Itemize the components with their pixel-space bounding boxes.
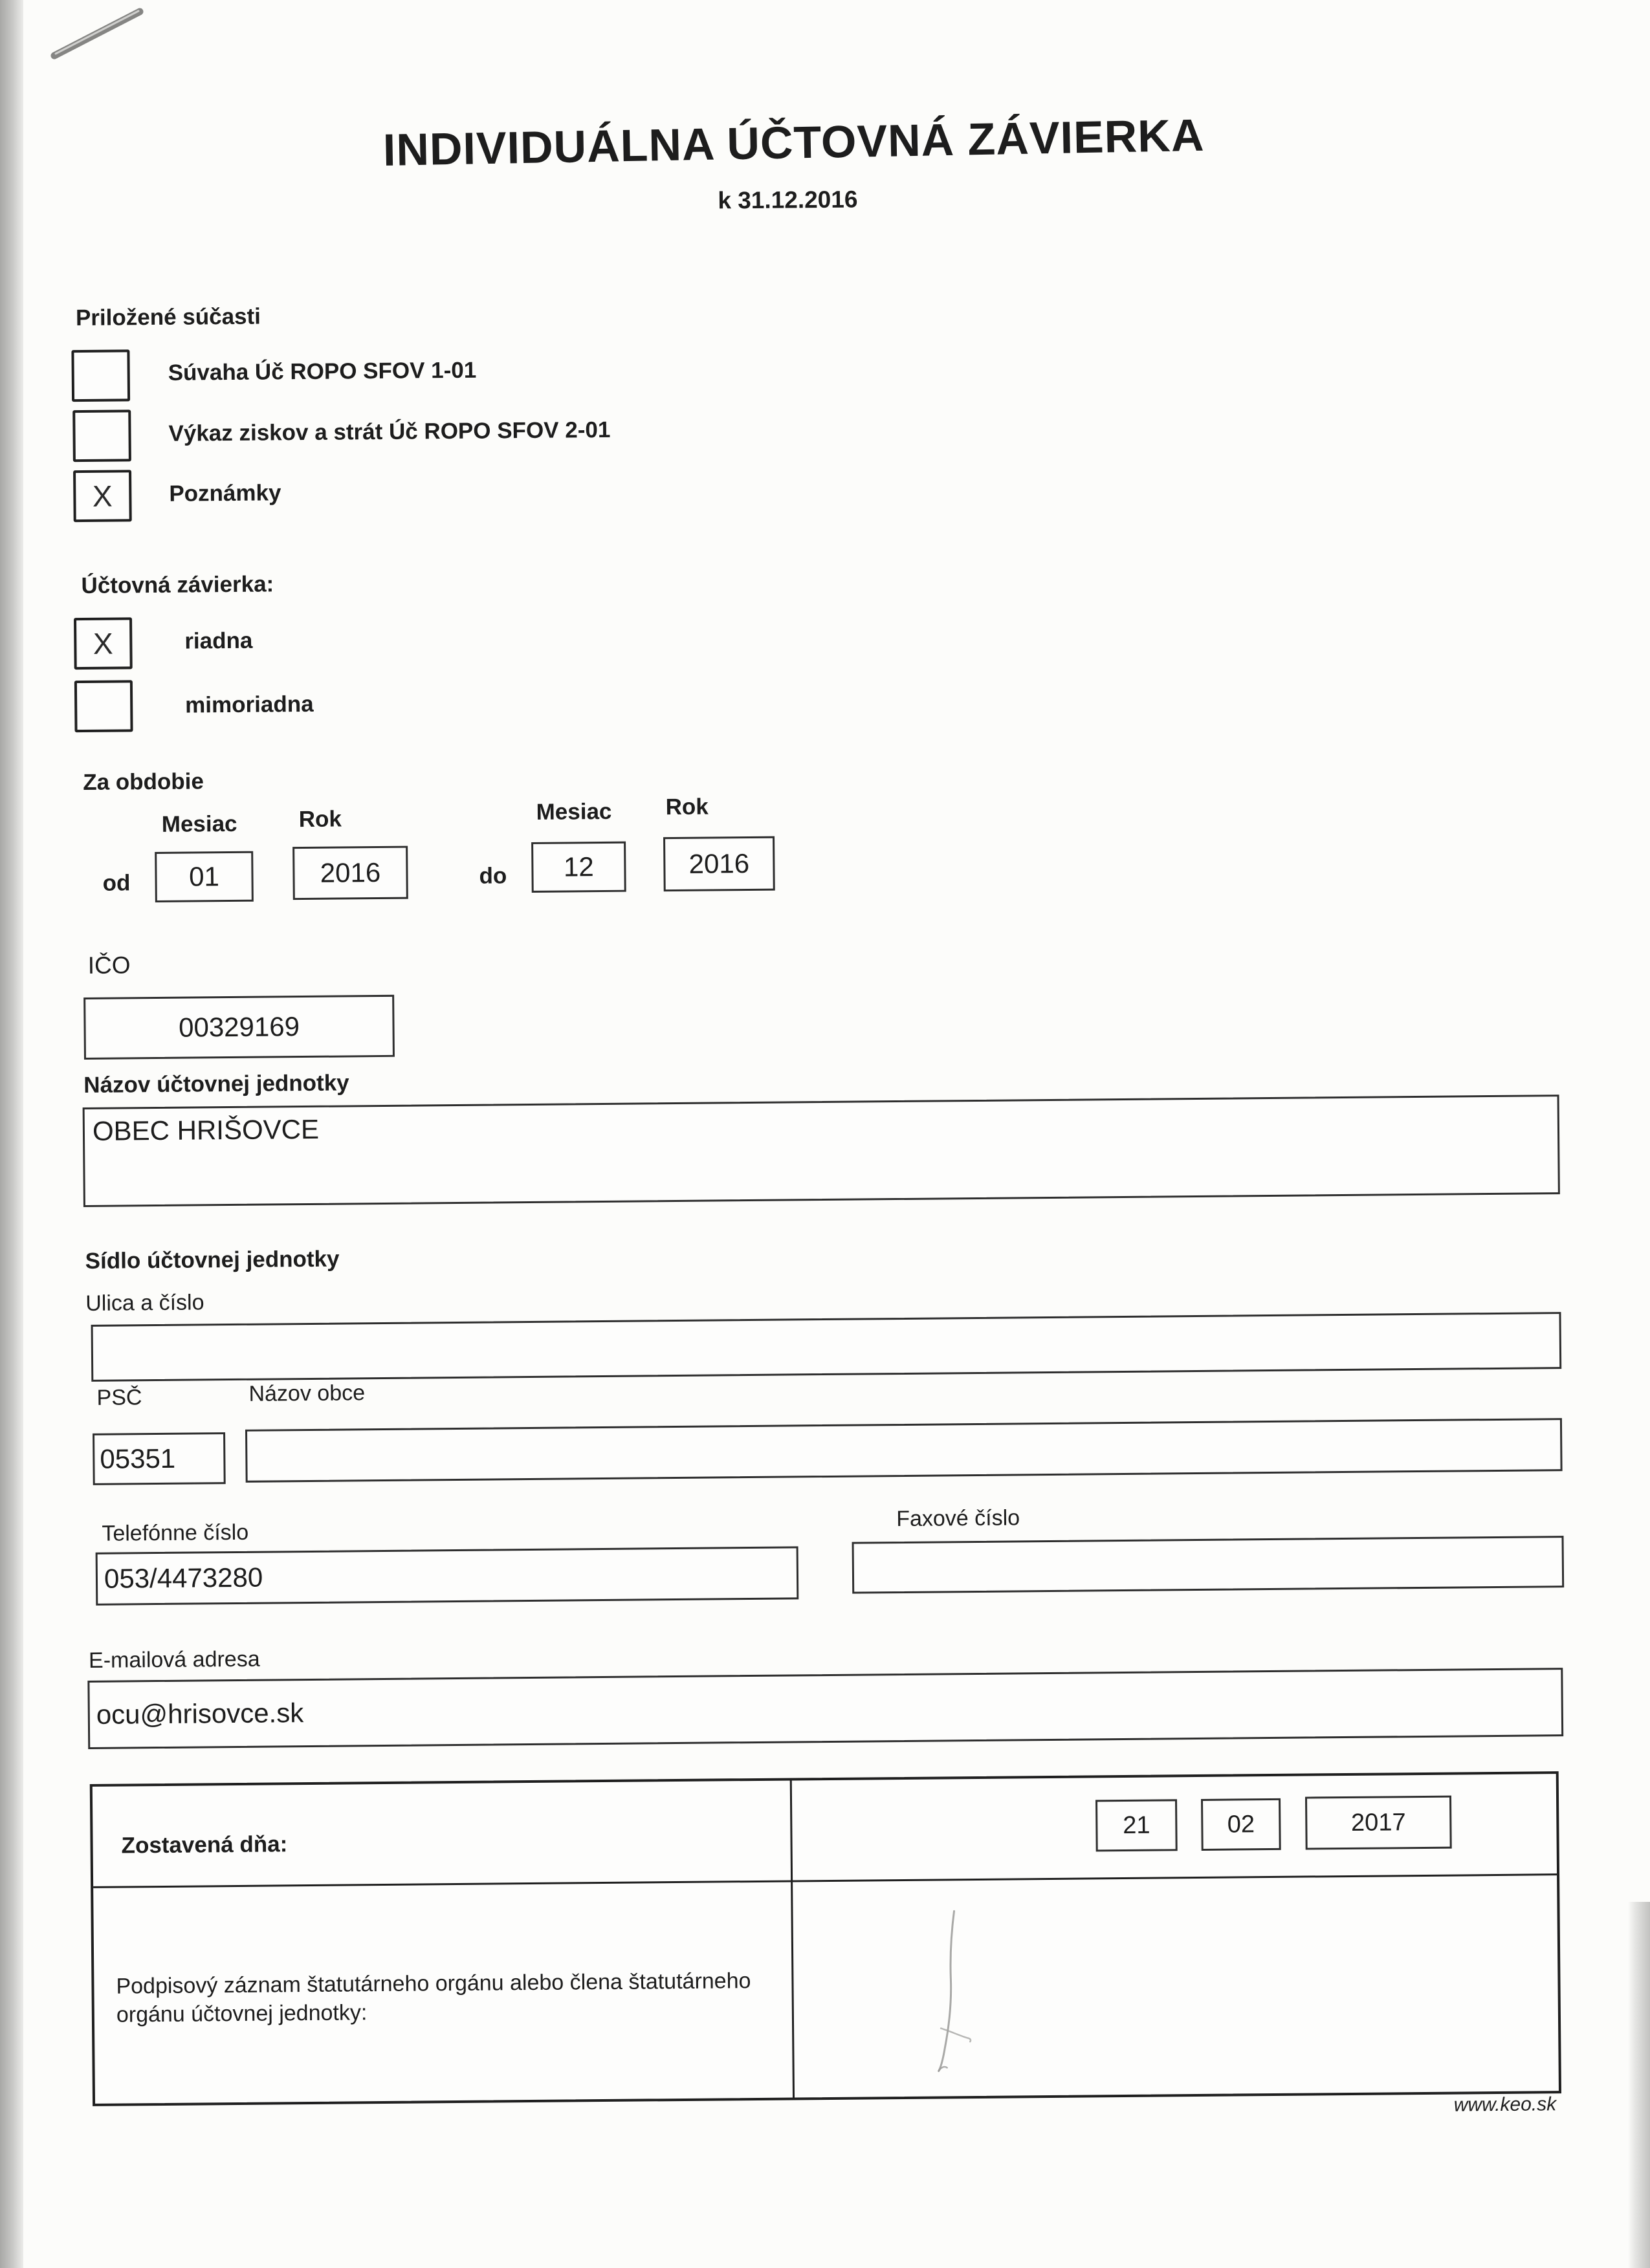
closing-type-label-mimoriadna: mimoriadna [185,691,314,718]
period-from-month-field: 01 [155,851,254,902]
period-from-month-label: Mesiac [161,811,237,837]
period-from-year-label: Rok [298,806,342,833]
checkbox-poznamky [73,470,132,522]
zip-label: PSČ [96,1385,142,1410]
form-title: INDIVIDUÁLNA ÚČTOVNÁ ZÁVIERKA [382,109,1205,175]
phone-label: Telefónne číslo [102,1520,249,1546]
city-label: Názov obce [248,1380,366,1406]
ico-field: 00329169 [83,995,395,1060]
entity-name-field: OBEC HRIŠOVCE [83,1095,1560,1207]
email-field: ocu@hrisovce.sk [87,1668,1563,1749]
period-to-label: do [479,863,507,889]
compiled-day-field: 21 [1095,1799,1178,1851]
phone-field: 053/4473280 [96,1546,799,1605]
period-to-year-field: 2016 [663,836,775,891]
period-to-month-field: 12 [531,842,626,893]
attachment-label-vykaz: Výkaz ziskov a strát Úč ROPO SFOV 2-01 [168,417,611,446]
city-field [245,1418,1563,1483]
compiled-date-label: Zostavená dňa: [121,1831,288,1859]
signature-statement-label: Podpisový záznam štatutárneho orgánu alebo člena štatutárneho orgánu účtovnej jednotky: [116,1968,751,2027]
period-to-month-label: Mesiac [536,798,612,825]
ico-label: IČO [87,952,131,979]
form-subtitle: k 31.12.2016 [718,186,858,214]
period-from-label: od [102,870,131,896]
table-vertical-divider [790,1780,795,2097]
period-to-year-label: Rok [665,794,709,820]
fax-field [852,1536,1565,1594]
checkbox-poznamky-mark: X [92,479,113,513]
fax-label: Faxové číslo [896,1505,1020,1532]
closing-type-label-riadna: riadna [184,627,253,654]
signature-table [90,1771,1561,2106]
table-horizontal-divider [93,1873,1557,1888]
email-label: E-mailová adresa [88,1646,260,1673]
closing-type-heading: Účtovná závierka: [81,571,274,598]
attachment-label-poznamky: Poznámky [169,480,281,507]
signature-mark [920,1908,980,2074]
checkbox-riadna-mark: X [93,626,113,660]
street-label: Ulica a číslo [85,1290,204,1316]
compiled-year-field: 2017 [1305,1796,1452,1850]
footer-link: www.keo.sk [1453,2093,1557,2116]
checkbox-riadna [74,617,133,670]
zip-field: 05351 [93,1432,226,1485]
attachment-label-suvaha: Súvaha Úč ROPO SFOV 1-01 [168,357,477,386]
street-field [91,1312,1562,1382]
period-from-year-field: 2016 [292,846,408,900]
seat-heading: Sídlo účtovnej jednotky [85,1246,340,1274]
checkbox-vykaz [72,409,131,462]
period-heading: Za obdobie [83,769,204,795]
attachments-heading: Priložené súčasti [75,303,261,331]
entity-name-label: Názov účtovnej jednotky [83,1070,349,1098]
checkbox-suvaha [71,349,130,402]
checkbox-mimoriadna [74,680,133,732]
compiled-month-field: 02 [1201,1798,1281,1851]
